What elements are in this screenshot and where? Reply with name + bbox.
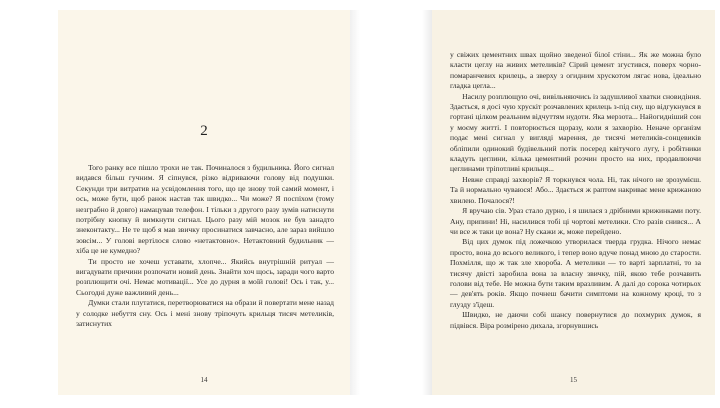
paragraph: Швидко, не даючи собі шансу повернутися до похмурих думок, я підвівся. Віра розмірено дихала, згорнувшись	[450, 310, 701, 330]
paragraph: Насилу розплющую очі, вивільняючись із задушливої хватки сновидіння. Здається, я досі чую хрускіт розчавлених крилець з-під сну, що відгукнувся в гортані цілком реальним відчуттям нудоти. Яка мерзота... Найогидніший сон у моєму житті. І повторюється щоразу, коли я захворію. Неначе організм подає мені сигнал у вигляді марення, де тисячі метеликів-сонцевиків обліпили одинокий будівельний потік посеред квітучого лугу, і робітники кладуть цеглини, кілька цементний розчин просто на них, продавлюючи цеглинами тріпотливі крильця...	[450, 91, 701, 174]
left-page-text	[76, 163, 334, 330]
paragraph: Невже справді захворів? Я торкнувся чола. Ні, так нічого не зрозумієш. Та й нормально чуваюся! Або... Здається ж раптом накриває мене крижаною хвилею. Почалося?!	[450, 174, 701, 205]
paragraph: Ти просто не хочеш уставати, хлопче... Якийсь внутрішній ритуал — вигадувати причини розпочати новий день. Знайти хоч щось, заради чого варто розплющити очі. Немає мотивації... Усе до дурня в моїй голові! Ось і так, у... Сьогодні дуже важливий день...	[76, 256, 334, 297]
paragraph: Я вручаю сів. Ураз стало дурно, і я шилася з дрібними крижинками поту. Ану, припини! Ні, насилився тобі ці чортові метелики. Сто разів снився... А чи все ж таки це вона? Ну скажи ж, може перейдено.	[450, 206, 701, 236]
right-page-text	[450, 50, 701, 331]
chapter-number: 2	[200, 123, 208, 139]
paragraph: Думки стали плутатися, перетворюватися на образи й повертати мене назад у солодке небуття сну. Ось і мені знову тріпочуть крильця тисяч метеликів, затиснутих	[76, 298, 334, 329]
paragraph: у свіжих цементних швах щойно зведеної білої стіни... Як же можна було класти цеглу на живих метеликів? Сірий цемент згустився, поверх чорно-помаранчевих крилець, а зверху з огидним хрускотом лягає нова, ідеально гладка цегла...	[450, 50, 701, 91]
page-number: 14	[200, 376, 208, 384]
paragraph: Від цих думок під ложечкою утворилася тверда грудка. Нічого немає просто, вона до всього великого, і тепер воно вдуче понад мною до старости. Похмілля, що ж так зле хвороба. А метелики — то варті зарплатні, то за тисячу двісті заробила вона за власну звичку, пій, якою тебе розчавить голови від тебе. Не можна бути таким вразливим. А далі до сорока чотирьох — дев'ять років. Якщо почнеш бачити симптоми на кожному кроці, то з глузду з'їдеш.	[450, 237, 701, 309]
gutter-shadow	[422, 10, 432, 395]
paragraph: Того ранку все пішло трохи не так. Починалося з будильника. Його сигнал видався більш гучним. Я сіпнувся, різко відриваючи голову від подушки. Секунди три витратив на усвідомлення того, що це знову той самий момент, і ось, може бути, щоб ранок настав так швидко... Чи може? Я поспіхом (тому незграбно й довго) намацував телефон. І тільки з другого разу зумів натиснути потрібну кнопку й вимкнути сигнал. Цього разу мій мозок не був занадто знеконтакту... Не те щоб я мав звичку просинатися завчасно, але зараз вийшло зовсім... У голові вертілося слово «нетактовно». Нетактовний будильник — хіба це не кумедно?	[76, 163, 334, 256]
left-page	[58, 10, 350, 395]
gutter-shadow	[350, 10, 360, 395]
page-number: 15	[570, 376, 577, 384]
right-page	[432, 10, 715, 395]
